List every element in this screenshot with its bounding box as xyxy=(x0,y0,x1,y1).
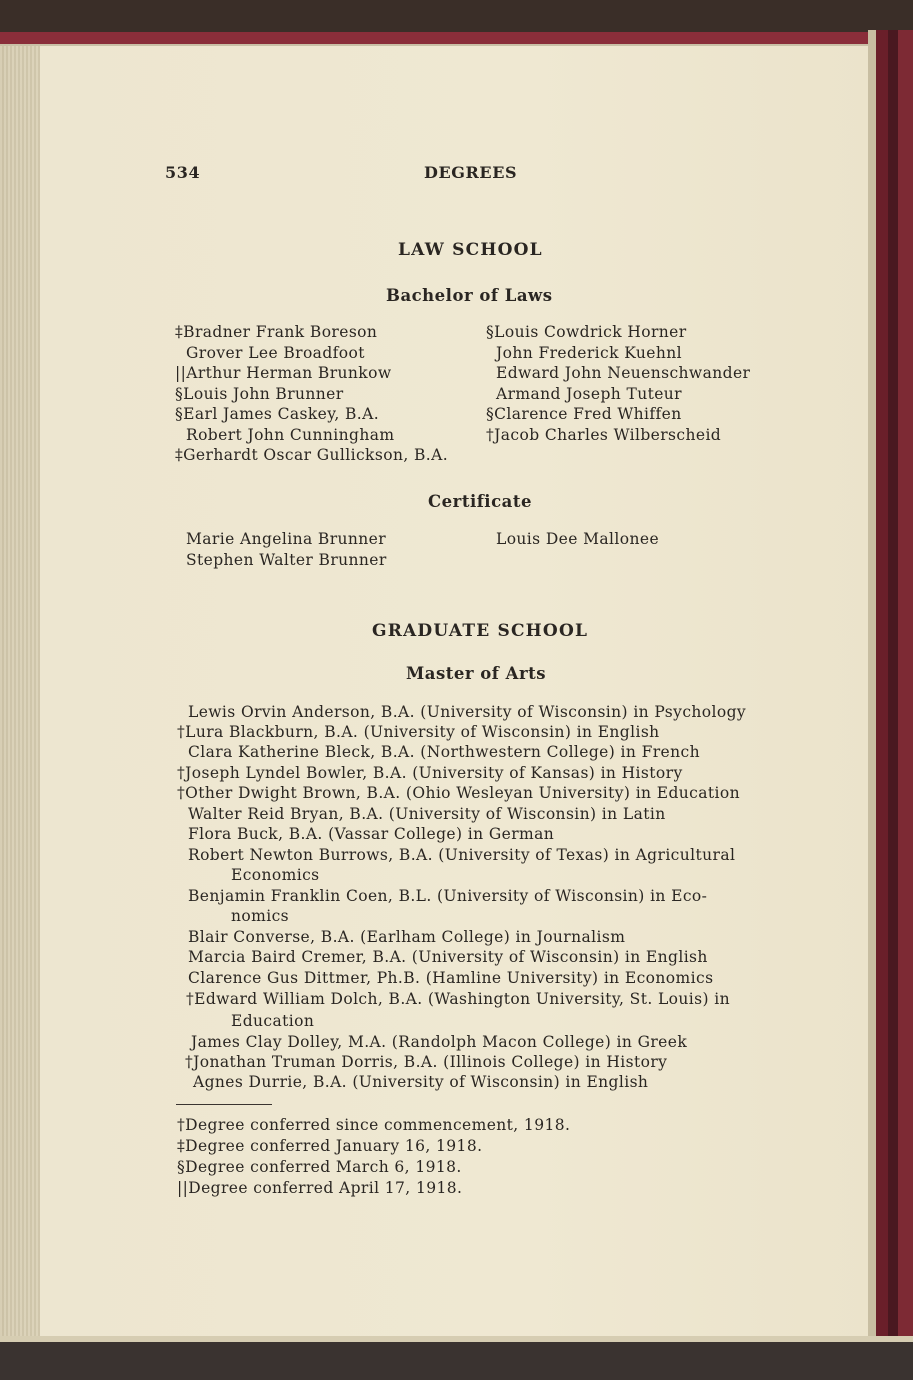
bachelor-left-name: Robert John Cunningham xyxy=(186,426,395,444)
footnote: ||Degree conferred April 17, 1918. xyxy=(177,1179,463,1197)
running-title: DEGREES xyxy=(424,163,518,182)
bachelor-right-name: John Frederick Kuehnl xyxy=(496,344,682,362)
bachelor-left-name: §Louis John Brunner xyxy=(175,385,344,403)
certificate-heading: Certificate xyxy=(428,492,532,511)
degree-entry: †Other Dwight Brown, B.A. (Ohio Wesleyan University) in Education xyxy=(177,784,740,802)
degree-entry: Agnes Durrie, B.A. (University of Wisconsin) in English xyxy=(193,1073,649,1091)
law-school-title: LAW SCHOOL xyxy=(398,240,543,260)
certificate-left-name: Marie Angelina Brunner xyxy=(186,530,387,548)
degree-entry: Robert Newton Burrows, B.A. (University of Texas) in Agricultural xyxy=(188,846,736,864)
bachelor-of-laws-heading: Bachelor of Laws xyxy=(386,286,553,305)
degree-entry: Lewis Orvin Anderson, B.A. (University of Wisconsin) in Psychology xyxy=(188,703,747,721)
bachelor-left-name: ||Arthur Herman Brunkow xyxy=(175,364,392,382)
master-of-arts-heading: Master of Arts xyxy=(406,664,547,683)
bachelor-right-name: †Jacob Charles Wilberscheid xyxy=(486,426,722,444)
degree-entry-continued: nomics xyxy=(231,907,290,925)
bachelor-left-name: §Earl James Caskey, B.A. xyxy=(175,405,380,423)
degree-entry: Marcia Baird Cremer, B.A. (University of Wisconsin) in English xyxy=(188,948,708,966)
footnote: †Degree conferred since commencement, 1918. xyxy=(177,1116,571,1134)
degree-entry: †Lura Blackburn, B.A. (University of Wisconsin) in English xyxy=(177,723,660,741)
degree-entry: †Joseph Lyndel Bowler, B.A. (University of Kansas) in History xyxy=(177,764,683,782)
graduate-school-title: GRADUATE SCHOOL xyxy=(372,621,589,641)
bachelor-left-name: Grover Lee Broadfoot xyxy=(186,344,365,362)
book-binding-bottom xyxy=(0,1336,913,1380)
page-stack-edge xyxy=(0,46,40,1338)
certificate-left-name: Stephen Walter Brunner xyxy=(186,551,387,569)
bachelor-right-name: §Clarence Fred Whiffen xyxy=(486,405,682,423)
bachelor-right-name: Edward John Neuenschwander xyxy=(496,364,751,382)
footnote: §Degree conferred March 6, 1918. xyxy=(177,1158,462,1176)
footnote: ‡Degree conferred January 16, 1918. xyxy=(177,1137,483,1155)
degree-entry: †Jonathan Truman Dorris, B.A. (Illinois College) in History xyxy=(185,1053,668,1071)
degree-entry: Benjamin Franklin Coen, B.L. (University of Wisconsin) in Eco- xyxy=(188,887,708,905)
degree-entry: †Edward William Dolch, B.A. (Washington University, St. Louis) in xyxy=(186,990,731,1008)
degree-entry: Clara Katherine Bleck, B.A. (Northwestern College) in French xyxy=(188,743,700,761)
degree-entry: Walter Reid Bryan, B.A. (University of Wisconsin) in Latin xyxy=(188,805,666,823)
degree-entry-continued: Education xyxy=(231,1012,315,1030)
certificate-right-name: Louis Dee Mallonee xyxy=(496,530,660,548)
book-binding-top xyxy=(0,0,913,50)
bachelor-right-name: Armand Joseph Tuteur xyxy=(496,385,682,403)
bachelor-right-name: §Louis Cowdrick Horner xyxy=(486,323,687,341)
page-number: 534 xyxy=(165,163,201,182)
bachelor-left-name: ‡Gerhardt Oscar Gullickson, B.A. xyxy=(175,446,449,464)
footnote-rule xyxy=(176,1104,272,1105)
degree-entry: Clarence Gus Dittmer, Ph.B. (Hamline University) in Economics xyxy=(188,969,714,987)
degree-entry: James Clay Dolley, M.A. (Randolph Macon College) in Greek xyxy=(191,1033,688,1051)
degree-entry: Blair Converse, B.A. (Earlham College) in Journalism xyxy=(188,928,626,946)
book-binding-right xyxy=(868,30,913,1380)
degree-entry: Flora Buck, B.A. (Vassar College) in German xyxy=(188,825,555,843)
degree-entry-continued: Economics xyxy=(231,866,320,884)
bachelor-left-name: ‡Bradner Frank Boreson xyxy=(175,323,378,341)
